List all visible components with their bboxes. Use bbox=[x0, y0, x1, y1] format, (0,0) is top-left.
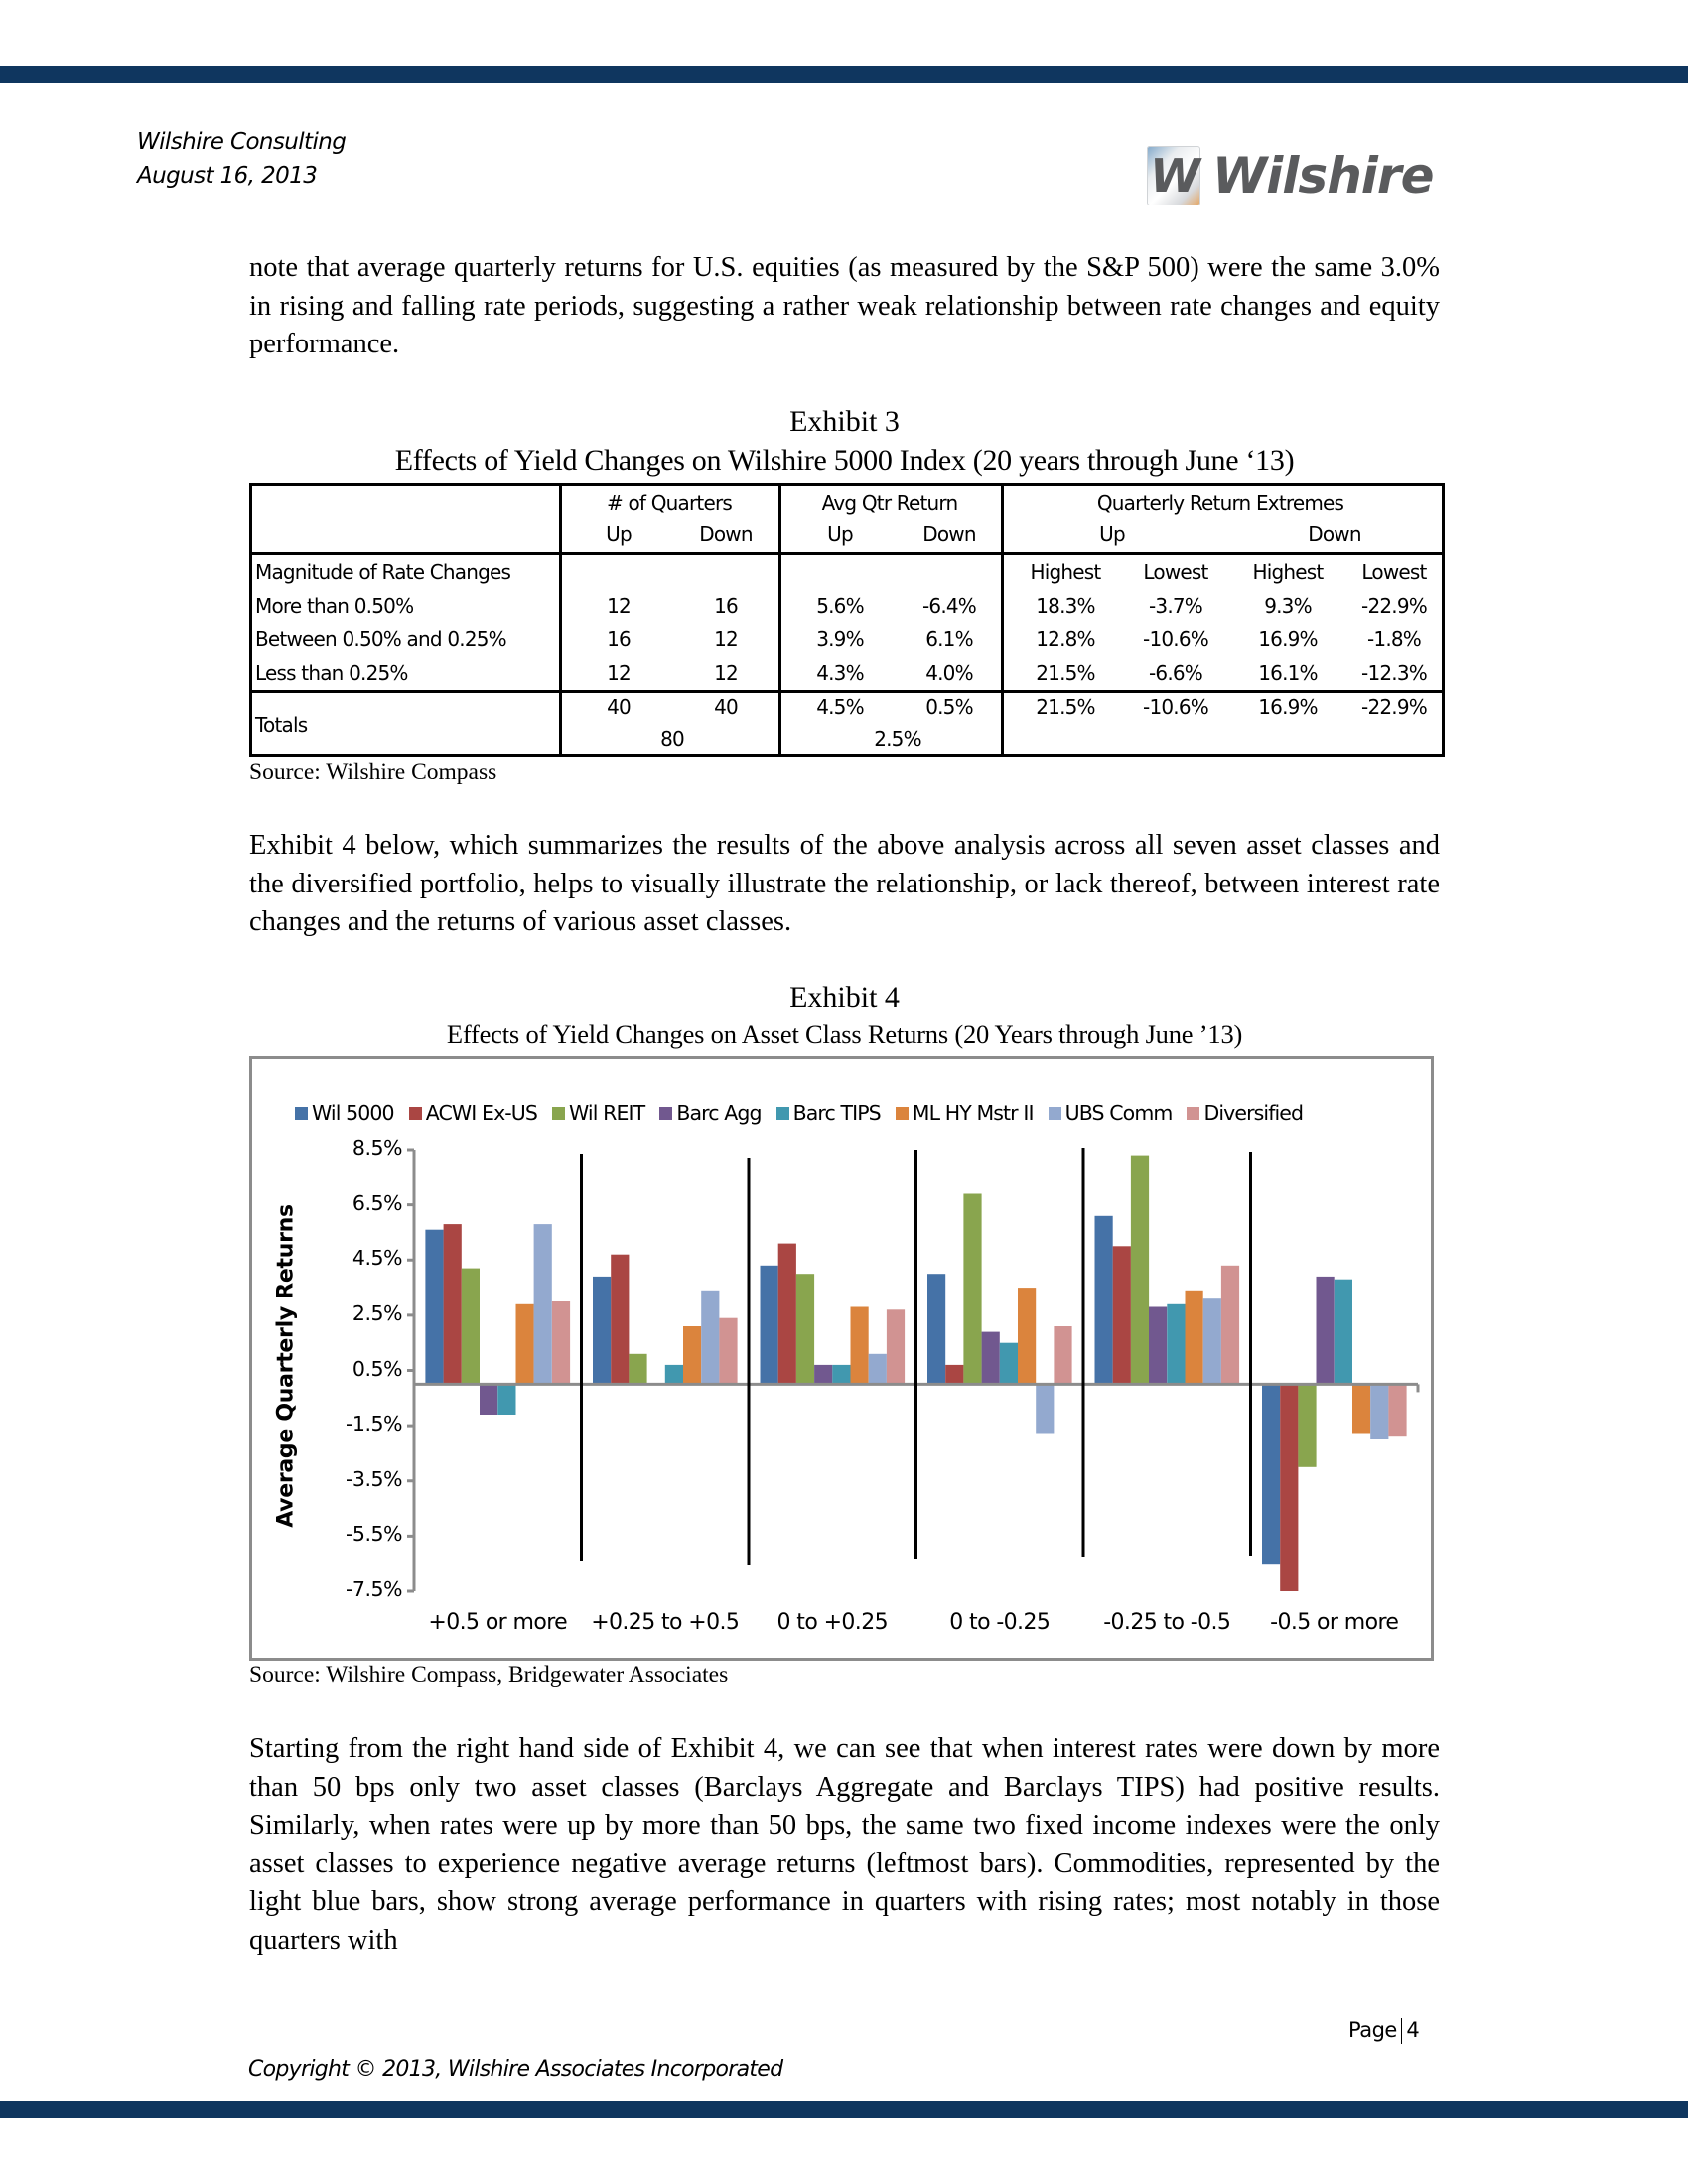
table-divider bbox=[778, 486, 781, 754]
table-divider bbox=[1001, 486, 1004, 754]
chart-y-tick-label: -1.5% bbox=[346, 1412, 402, 1436]
row-header-magnitude: Magnitude of Rate Changes bbox=[255, 560, 511, 584]
exhibit3-table bbox=[249, 483, 1445, 757]
exhibit3-title: Effects of Yield Changes on Wilshire 5000 Index (20 years through June ‘13) bbox=[394, 444, 1295, 477]
page-number bbox=[1348, 2018, 1419, 2044]
table-cell: 12 bbox=[714, 627, 738, 651]
logo-wordmark: Wilshire bbox=[1212, 147, 1434, 205]
table-cell: -10.6% bbox=[1143, 695, 1208, 719]
legend-swatch-icon bbox=[409, 1107, 422, 1120]
legend-swatch-icon bbox=[1049, 1107, 1061, 1120]
table-cell: 16.9% bbox=[1258, 627, 1318, 651]
table-cell: 12 bbox=[607, 661, 631, 685]
table-row-label: More than 0.50% bbox=[255, 594, 414, 617]
chart-legend bbox=[295, 1101, 1318, 1125]
table-cell: 12 bbox=[714, 661, 738, 685]
table-cell: -6.6% bbox=[1148, 661, 1203, 685]
legend-swatch-icon bbox=[295, 1107, 308, 1120]
legend-swatch-icon bbox=[1187, 1107, 1199, 1120]
table-cell: 16.1% bbox=[1258, 661, 1318, 685]
legend-swatch-icon bbox=[552, 1107, 565, 1120]
col-e-down: Down bbox=[1308, 522, 1361, 546]
legend-label: UBS Comm bbox=[1064, 1101, 1173, 1125]
table-cell: 4.5% bbox=[816, 695, 864, 719]
exhibit3-source: Source: Wilshire Compass bbox=[249, 759, 497, 785]
legend-swatch-icon bbox=[896, 1107, 909, 1120]
col-up-highest: Highest bbox=[1030, 560, 1101, 584]
logo-mark-icon: W bbox=[1147, 146, 1200, 205]
col-r-down: Down bbox=[922, 522, 976, 546]
col-e-up: Up bbox=[1099, 522, 1125, 546]
paragraph-conclusion: Starting from the right hand side of Exhibit 4, we can see that when interest rates were down by more than 50 bps only two asset classes (Barclays Aggregate and Barclays TIPS) had positive results. Similarly, when rates were up by more than 50 bps, the same two fixed income indexes were the only asset classes to experience negative average returns (leftmost bars). Commodities, represented by the light blue bars, show strong average performance in quarters with rising rates; most notably in those quarters with bbox=[249, 1733, 1440, 1956]
table-cell: -22.9% bbox=[1361, 695, 1427, 719]
table-cell: 40 bbox=[714, 695, 738, 719]
table-cell: 16 bbox=[714, 594, 738, 617]
col-group-avg-return: Avg Qtr Return bbox=[821, 491, 958, 515]
table-cell: 6.1% bbox=[925, 627, 973, 651]
legend-label: Barc Agg bbox=[676, 1101, 762, 1125]
legend-swatch-icon bbox=[776, 1107, 789, 1120]
page-separator bbox=[1401, 2018, 1403, 2044]
legend-item bbox=[896, 1101, 1034, 1125]
exhibit4-title: Effects of Yield Changes on Asset Class Returns (20 Years through June ’13) bbox=[446, 1020, 1243, 1049]
table-cell: 2.5% bbox=[874, 727, 921, 751]
table-cell: 12 bbox=[607, 594, 631, 617]
table-cell: 21.5% bbox=[1036, 661, 1095, 685]
legend-item bbox=[409, 1101, 537, 1125]
table-row-label: Between 0.50% and 0.25% bbox=[255, 627, 506, 651]
legend-item bbox=[659, 1101, 761, 1125]
header-company: Wilshire Consulting bbox=[137, 129, 347, 155]
chart-y-tick-label: 0.5% bbox=[352, 1356, 402, 1381]
legend-item bbox=[1049, 1101, 1173, 1125]
legend-item bbox=[776, 1101, 881, 1125]
table-cell: 4.3% bbox=[816, 661, 864, 685]
table-cell: 80 bbox=[660, 727, 684, 751]
chart-y-tick-label: 8.5% bbox=[352, 1136, 402, 1160]
table-cell: -22.9% bbox=[1361, 594, 1427, 617]
table-cell: 5.6% bbox=[816, 594, 864, 617]
table-cell: -12.3% bbox=[1361, 661, 1427, 685]
table-cell: 21.5% bbox=[1036, 695, 1095, 719]
legend-item bbox=[295, 1101, 394, 1125]
table-cell: -1.8% bbox=[1366, 627, 1422, 651]
legend-item bbox=[1187, 1101, 1303, 1125]
table-cell: 4.0% bbox=[925, 661, 973, 685]
col-down-highest: Highest bbox=[1252, 560, 1324, 584]
col-group-extremes: Quarterly Return Extremes bbox=[1096, 491, 1344, 515]
chart-y-tick-label: -5.5% bbox=[346, 1522, 402, 1547]
legend-item bbox=[552, 1101, 644, 1125]
chart-y-tick-label: 4.5% bbox=[352, 1246, 402, 1271]
legend-label: Barc TIPS bbox=[792, 1101, 881, 1125]
page-label: Page bbox=[1348, 2018, 1397, 2042]
footer-brand-bar bbox=[0, 2101, 1688, 2118]
legend-label: Wil 5000 bbox=[312, 1101, 394, 1125]
table-cell: 9.3% bbox=[1264, 594, 1312, 617]
chart-y-tick-label: 2.5% bbox=[352, 1300, 402, 1325]
col-r-up: Up bbox=[827, 522, 853, 546]
legend-label: ACWI Ex-US bbox=[425, 1101, 538, 1125]
col-group-quarters: # of Quarters bbox=[606, 491, 733, 515]
paragraph-intro: note that average quarterly returns for U.S. equities (as measured by the S&P 500) were the same 3.0% in rising and falling rate periods, suggesting a rather weak relationship between rate changes and equity performance. bbox=[249, 252, 1440, 359]
footer-copyright: Copyright © 2013, Wilshire Associates Incorporated bbox=[248, 2057, 783, 2082]
header-brand-bar bbox=[0, 66, 1688, 83]
table-cell: 0.5% bbox=[925, 695, 973, 719]
legend-swatch-icon bbox=[659, 1107, 672, 1120]
chart-x-category-label: 0 to +0.25 bbox=[776, 1610, 888, 1635]
chart-y-axis-label: Average Quarterly Returns bbox=[273, 1204, 299, 1528]
chart-x-category-label: -0.25 to -0.5 bbox=[1103, 1610, 1231, 1635]
table-cell: -6.4% bbox=[921, 594, 977, 617]
chart-y-tick-label: 6.5% bbox=[352, 1190, 402, 1215]
exhibit4-label: Exhibit 4 bbox=[789, 981, 900, 1014]
paragraph-exhibit4-intro: Exhibit 4 below, which summarizes the results of the above analysis across all seven asset classes and the diversified portfolio, helps to visually illustrate the relationship, or lack thereof, between interest rate changes and the returns of various asset classes. bbox=[249, 830, 1440, 937]
table-cell: -10.6% bbox=[1143, 627, 1208, 651]
table-row-label: Less than 0.25% bbox=[255, 661, 408, 685]
page-number-value: 4 bbox=[1406, 2018, 1420, 2042]
exhibit3-label: Exhibit 3 bbox=[789, 405, 900, 438]
table-cell: 3.9% bbox=[816, 627, 864, 651]
legend-label: Diversified bbox=[1203, 1101, 1304, 1125]
table-cell: 16.9% bbox=[1258, 695, 1318, 719]
exhibit4-chart-frame bbox=[249, 1056, 1434, 1661]
col-down-lowest: Lowest bbox=[1361, 560, 1427, 584]
exhibit4-source: Source: Wilshire Compass, Bridgewater Associates bbox=[249, 1662, 729, 1688]
col-q-down: Down bbox=[699, 522, 753, 546]
chart-y-tick-label: -3.5% bbox=[346, 1466, 402, 1491]
table-cell: 40 bbox=[607, 695, 631, 719]
legend-label: ML HY Mstr II bbox=[912, 1101, 1034, 1125]
table-cell: 18.3% bbox=[1036, 594, 1095, 617]
chart-x-category-label: +0.25 to +0.5 bbox=[591, 1610, 740, 1635]
legend-label: Wil REIT bbox=[569, 1101, 645, 1125]
table-cell: -3.7% bbox=[1148, 594, 1203, 617]
table-divider bbox=[559, 486, 562, 754]
header-date: August 16, 2013 bbox=[137, 163, 318, 189]
totals-label: Totals bbox=[255, 713, 308, 737]
chart-x-category-label: -0.5 or more bbox=[1270, 1610, 1399, 1635]
table-cell: 16 bbox=[607, 627, 631, 651]
wilshire-logo bbox=[1147, 139, 1434, 212]
table-cell: 12.8% bbox=[1036, 627, 1095, 651]
col-q-up: Up bbox=[606, 522, 632, 546]
chart-x-category-label: +0.5 or more bbox=[428, 1610, 568, 1635]
chart-x-category-label: 0 to -0.25 bbox=[949, 1610, 1051, 1635]
col-up-lowest: Lowest bbox=[1143, 560, 1208, 584]
chart-y-tick-label: -7.5% bbox=[346, 1577, 402, 1601]
